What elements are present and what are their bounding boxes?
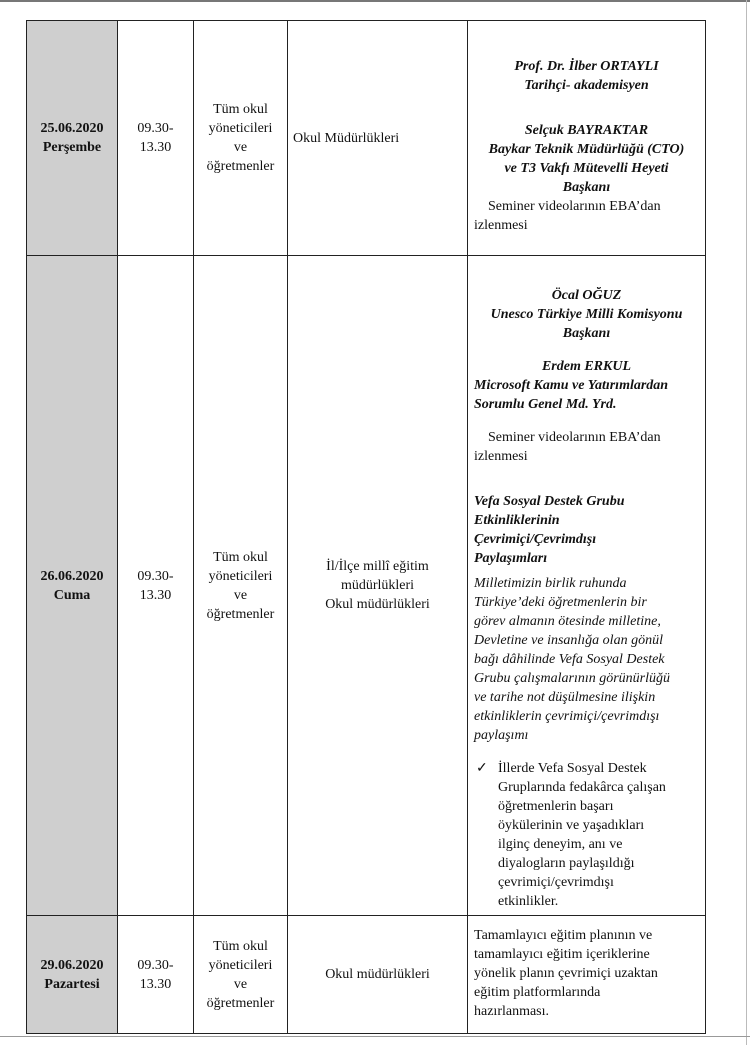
day-text: Cuma — [53, 587, 91, 603]
bullet-line: ilginç deneyim, anı ve — [498, 837, 623, 852]
time-end: 13.30 — [139, 976, 172, 992]
date-text: 25.06.2020 — [40, 121, 104, 136]
audience-line: yöneticileri — [208, 568, 273, 584]
audience-line: yöneticileri — [208, 957, 273, 973]
activity-line: tamamlayıcı eğitim içeriklerine — [474, 947, 650, 962]
detail-cell — [468, 21, 706, 256]
program-title-line: Etkinliklerinin — [474, 513, 560, 528]
bullet-line: Gruplarında fedakârca çalışan — [498, 780, 666, 795]
program-desc-line: Türkiye’deki öğretmenlerin bir — [474, 595, 647, 610]
speaker-title-line: Sorumlu Genel Md. Yrd. — [474, 397, 617, 412]
day-text: Pazartesi — [44, 976, 100, 992]
bullet-line: öykülerinin ve yaşadıkları — [498, 818, 645, 833]
speaker-title: Tarihçi- akademisyen — [524, 78, 649, 93]
program-desc-line: paylaşımı — [474, 728, 529, 743]
audience-line: ve — [233, 140, 248, 155]
detail-cell — [468, 916, 706, 1034]
time-end: 13.30 — [139, 587, 172, 603]
program-desc-line: Grubu çalışmalarının görünürlüğü — [474, 671, 671, 686]
program-desc-line: etkinliklerin çevrimiçi/çevrimdışı — [474, 709, 660, 724]
date-cell — [27, 21, 118, 256]
time-cell — [118, 916, 194, 1034]
audience-line: Tüm okul — [213, 102, 268, 117]
schedule-table — [26, 20, 706, 1034]
bullet-line: etkinlikler. — [498, 894, 559, 909]
audience-line: yöneticileri — [208, 121, 273, 136]
bullet-line: öğretmenlerin başarı — [498, 799, 614, 814]
activity-line: eğitim platformlarında — [474, 985, 601, 1000]
activity-line: yönelik planın çevrimiçi uzaktan — [474, 966, 658, 981]
table-row-26-06 — [27, 256, 706, 916]
note-text: Seminer videolarının EBA’dan — [488, 199, 661, 214]
bullet-line: İllerde Vefa Sosyal Destek — [498, 761, 647, 776]
program-title-line: Paylaşımları — [474, 551, 548, 566]
program-title-line: Vefa Sosyal Destek Grubu — [474, 494, 625, 509]
audience-line: ve — [233, 587, 248, 603]
bullet-item — [474, 759, 699, 911]
audience-cell — [194, 21, 288, 256]
audience-line: öğretmenler — [206, 995, 275, 1011]
time-cell — [118, 256, 194, 916]
organizer-line: Okul müdürlükleri — [325, 967, 430, 982]
time-start: 09.30- — [137, 568, 174, 584]
speaker-title-line: Microsoft Kamu ve Yatırımlardan — [474, 378, 669, 393]
speaker-name: Prof. Dr. İlber ORTAYLI — [514, 59, 659, 74]
program-desc-line: Devletine ve insanlığa olan gönül — [474, 633, 663, 648]
speaker-name: Öcal OĞUZ — [551, 288, 622, 303]
audience-line: ve — [233, 976, 248, 992]
table-row-29-06 — [27, 916, 706, 1034]
organizer-line: Okul müdürlükleri — [325, 597, 430, 612]
note-text: izlenmesi — [474, 218, 528, 233]
organizer-cell — [288, 256, 468, 916]
date-cell — [27, 256, 118, 916]
audience-line: öğretmenler — [206, 159, 275, 174]
audience-cell — [194, 256, 288, 916]
time-cell — [118, 21, 194, 256]
speaker-title-line: Unesco Türkiye Milli Komisyonu — [490, 307, 683, 322]
right-edge-line — [746, 0, 747, 1045]
bottom-border-line — [0, 1036, 750, 1037]
organizer-cell — [288, 21, 468, 256]
program-desc-line: bağı dâhilinde Vefa Sosyal Destek — [474, 652, 665, 667]
audience-line: Tüm okul — [213, 549, 268, 565]
bullet-line: diyalogların paylaşıldığı — [498, 856, 635, 871]
speaker-name: Erdem ERKUL — [541, 359, 632, 374]
audience-line: Tüm okul — [213, 938, 268, 954]
program-desc-line: görev almanın ötesinde milletine, — [474, 614, 661, 629]
organizer-line: İl/İlçe millî eğitim — [326, 559, 429, 574]
speaker-title-line: Başkanı — [562, 180, 611, 195]
day-text: Perşembe — [42, 140, 102, 155]
speaker-title-line: Baykar Teknik Müdürlüğü (CTO) — [488, 142, 685, 157]
time-start: 09.30- — [137, 957, 174, 973]
table-row-25-06 — [27, 21, 706, 256]
note-text: izlenmesi — [474, 449, 528, 464]
checkmark-icon: ✓ — [476, 761, 488, 776]
time-start: 09.30- — [137, 121, 174, 136]
top-border-line — [0, 0, 750, 2]
activity-line: Tamamlayıcı eğitim planının ve — [474, 928, 653, 943]
time-end: 13.30 — [139, 140, 172, 155]
speaker-title-line: ve T3 Vakfı Mütevelli Heyeti — [504, 161, 669, 176]
speaker-title-line: Başkanı — [562, 326, 611, 341]
note-text: Seminer videolarının EBA’dan — [488, 430, 661, 445]
detail-cell — [468, 256, 706, 916]
program-title-line: Çevrimiçi/Çevrimdışı — [474, 532, 597, 547]
organizer-cell — [288, 916, 468, 1034]
date-text: 26.06.2020 — [40, 568, 104, 584]
audience-cell — [194, 916, 288, 1034]
program-desc-line: Milletimizin birlik ruhunda — [474, 576, 627, 591]
date-text: 29.06.2020 — [40, 957, 104, 973]
organizer-line: Okul Müdürlükleri — [293, 130, 400, 146]
speaker-name: Selçuk BAYRAKTAR — [524, 123, 649, 138]
organizer-line: müdürlükleri — [340, 578, 415, 593]
audience-line: öğretmenler — [206, 606, 275, 622]
date-cell — [27, 916, 118, 1034]
program-desc-line: ve tarihe not düşülmesine ilişkin — [474, 690, 656, 705]
bullet-line: çevrimiçi/çevrimdışı — [498, 875, 614, 890]
activity-line: hazırlanması. — [474, 1004, 550, 1019]
